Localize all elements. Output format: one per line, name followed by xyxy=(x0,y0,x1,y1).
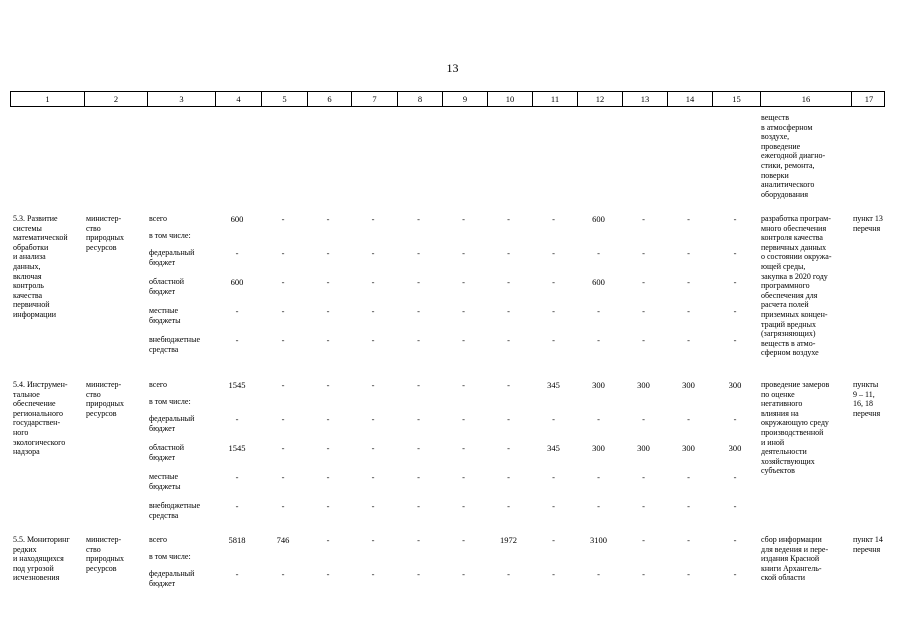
section-1-row-6-col-10: - xyxy=(507,335,510,345)
section-1-row-6-col-15: - xyxy=(733,335,737,345)
section-1-row-6-col-4: - xyxy=(235,335,239,345)
section-2-row-4-col-7: - xyxy=(371,443,375,453)
section-1-row-3-col-12: - xyxy=(597,248,600,258)
section-3-reference: пункт 14 перечня xyxy=(853,535,883,554)
section-2-row-3-col-6: - xyxy=(326,414,330,424)
section-1-row-6-col-5: - xyxy=(281,335,285,345)
section-2-row-4-col-12: 300 xyxy=(592,443,605,453)
section-1-row-4-col-6: - xyxy=(326,277,330,287)
section-3-row-1-col-9: - xyxy=(462,535,465,545)
section-1-row-6-col-7: - xyxy=(371,335,375,345)
section-1-reference: пункт 13 перечня xyxy=(853,214,883,233)
section-2-row-3-col-5: - xyxy=(281,414,285,424)
section-2-row-4-col-5: - xyxy=(281,443,285,453)
section-1-row-1-col-9: - xyxy=(462,214,465,224)
section-2-row-6-col-13: - xyxy=(642,501,645,511)
section-2-row-4-col-11: 345 xyxy=(547,443,560,453)
section-3-row-1-col-6: - xyxy=(326,535,330,545)
section-1-row-4-col-15: - xyxy=(733,277,737,287)
section-2-row-3-col-14: - xyxy=(687,414,690,424)
section-3-row-3-col-13: - xyxy=(642,569,645,579)
section-3-row-1-col-15: - xyxy=(733,535,737,545)
section-1-row-1-col-8: - xyxy=(417,214,420,224)
section-2-row-1-col-11: 345 xyxy=(547,380,560,390)
section-1-row-1-col-5: - xyxy=(281,214,285,224)
section-2-row-5-col-15: - xyxy=(733,472,737,482)
section-1-row-1-col-4: 600 xyxy=(230,214,244,224)
section-1-executor: министер- ство природных ресурсов xyxy=(86,214,125,252)
section-1-row-4-col-13: - xyxy=(642,277,645,287)
section-1-row-2-label: в том числе: xyxy=(149,231,191,240)
section-1-row-3-col-4: - xyxy=(235,248,239,258)
column-header-1: 1 xyxy=(45,94,50,104)
column-header-7: 7 xyxy=(351,92,397,106)
section-2-row-6-col-6: - xyxy=(326,501,330,511)
section-2-row-4-col-6: - xyxy=(326,443,330,453)
section-1-row-3-col-15: - xyxy=(733,248,737,258)
section-2-row-6-col-11: - xyxy=(552,501,555,511)
section-2-row-3-col-11: - xyxy=(552,414,555,424)
section-2-row-5-col-11: - xyxy=(552,472,555,482)
section-3-row-1-col-11: - xyxy=(552,535,555,545)
section-2-row-3-label: федеральный бюджет xyxy=(149,414,195,433)
section-1-row-6-col-8: - xyxy=(417,335,420,345)
section-2-row-1-col-15: 300 xyxy=(728,380,742,390)
section-2-row-6-col-7: - xyxy=(371,501,375,511)
section-2-row-3-col-10: - xyxy=(507,414,510,424)
section-3-result: сбор информации для ведения и пере- издания Красной книги Архангель- ской области xyxy=(761,535,829,583)
section-3-row-1-col-4: 5818 xyxy=(228,535,246,545)
section-1-row-4-label: областной бюджет xyxy=(149,277,185,296)
section-1-row-1-col-7: - xyxy=(371,214,375,224)
section-3-row-1-col-7: - xyxy=(371,535,375,545)
section-2-row-5-col-4: - xyxy=(235,472,239,482)
section-1-row-5-col-5: - xyxy=(281,306,285,316)
section-2-row-6-col-12: - xyxy=(597,501,600,511)
section-1-row-6-col-12: - xyxy=(597,335,600,345)
section-1-row-3-col-9: - xyxy=(462,248,465,258)
section-2-executor: министер- ство природных ресурсов xyxy=(86,380,125,418)
section-2-row-1-col-7: - xyxy=(371,380,375,390)
section-1-row-6-col-13: - xyxy=(642,335,645,345)
column-header-14: 14 xyxy=(667,92,712,106)
section-3-row-3-col-5: - xyxy=(281,569,285,579)
section-2-row-4-col-13: 300 xyxy=(637,443,650,453)
section-3-executor: министер- ство природных ресурсов xyxy=(86,535,125,573)
section-2-row-4-col-9: - xyxy=(462,443,465,453)
section-3-row-1-label: всего xyxy=(149,535,168,544)
column-header-5: 5 xyxy=(261,92,307,106)
page-number: 13 xyxy=(446,61,459,75)
column-header-8: 8 xyxy=(397,92,442,106)
column-header-12: 12 xyxy=(577,92,622,106)
section-2-row-5-col-8: - xyxy=(417,472,420,482)
section-1-row-5-col-11: - xyxy=(552,306,555,316)
section-1-row-3-col-5: - xyxy=(281,248,285,258)
section-2-row-1-col-14: 300 xyxy=(682,380,695,390)
column-header-10: 10 xyxy=(487,92,532,106)
column-header-3: 3 xyxy=(147,92,215,106)
column-header-row xyxy=(10,91,885,107)
section-3-row-1-col-10: 1972 xyxy=(500,535,517,545)
column-header-9: 9 xyxy=(442,92,487,106)
section-2-row-5-col-10: - xyxy=(507,472,510,482)
section-1-row-5-col-7: - xyxy=(371,306,375,316)
section-1-row-4-col-10: - xyxy=(507,277,510,287)
section-1-row-4-col-5: - xyxy=(281,277,285,287)
section-1-row-1-col-15: - xyxy=(733,214,737,224)
section-2-row-3-col-12: - xyxy=(597,414,600,424)
section-1-row-3-col-13: - xyxy=(642,248,645,258)
section-1-row-3-col-11: - xyxy=(552,248,555,258)
section-1-row-5-col-15: - xyxy=(733,306,737,316)
section-2-row-3-col-15: - xyxy=(733,414,737,424)
section-3-row-3-col-4: - xyxy=(235,569,239,579)
section-1-row-6-col-11: - xyxy=(552,335,555,345)
column-header-4: 4 xyxy=(215,92,261,106)
section-2-row-1-col-4: 1545 xyxy=(228,380,246,390)
section-3-row-1-col-14: - xyxy=(687,535,690,545)
section-2-row-6-col-9: - xyxy=(462,501,465,511)
section-1-row-5-col-12: - xyxy=(597,306,600,316)
section-1-row-4-col-9: - xyxy=(462,277,465,287)
section-2-row-4-label: областной бюджет xyxy=(149,443,185,462)
section-1-row-3-col-6: - xyxy=(326,248,330,258)
section-3-title: 5.5. Мониторинг редких и находящихся под угрозой исчезновения xyxy=(13,535,70,583)
section-2-row-5-col-5: - xyxy=(281,472,285,482)
section-2-row-6-label: внебюджетные средства xyxy=(149,501,200,520)
section-2-row-1-col-12: 300 xyxy=(592,380,605,390)
section-2-row-1-col-5: - xyxy=(281,380,285,390)
section-1-row-3-col-8: - xyxy=(417,248,420,258)
section-1-row-4-col-8: - xyxy=(417,277,420,287)
section-1-row-6-col-9: - xyxy=(462,335,465,345)
section-2-row-5-col-9: - xyxy=(462,472,465,482)
section-3-row-2-label: в том числе: xyxy=(149,552,191,561)
section-2-row-1-col-8: - xyxy=(417,380,420,390)
section-3-row-3-col-9: - xyxy=(462,569,465,579)
column-header-2: 2 xyxy=(84,92,147,106)
section-2-row-5-col-14: - xyxy=(687,472,690,482)
section-1-row-1-col-6: - xyxy=(326,214,330,224)
section-2-row-1-col-9: - xyxy=(462,380,465,390)
section-2-row-3-col-4: - xyxy=(235,414,239,424)
section-2-reference: пункты 9 – 11, 16, 18 перечня xyxy=(853,380,881,418)
section-2-row-3-col-9: - xyxy=(462,414,465,424)
section-2-row-4-col-15: 300 xyxy=(728,443,742,453)
section-1-row-3-label: федеральный бюджет xyxy=(149,248,195,267)
section-2-row-1-label: всего xyxy=(149,380,168,389)
continuation-text: веществ в атмосферном воздухе, проведение ежегодной диагно- стики, ремонта, поверки аналитического оборудования xyxy=(761,113,826,199)
section-1-row-5-label: местные бюджеты xyxy=(149,306,181,325)
section-1-row-5-col-10: - xyxy=(507,306,510,316)
column-header-16: 16 xyxy=(760,92,851,106)
section-2-row-6-col-5: - xyxy=(281,501,285,511)
section-3-row-3-col-10: - xyxy=(507,569,510,579)
section-2-row-1-col-13: 300 xyxy=(637,380,650,390)
section-1-row-3-col-7: - xyxy=(371,248,375,258)
section-3-row-3-col-6: - xyxy=(326,569,330,579)
section-2-row-4-col-8: - xyxy=(417,443,420,453)
section-1-row-1-col-14: - xyxy=(687,214,690,224)
column-header-17: 17 xyxy=(851,92,886,106)
section-1-row-6-col-6: - xyxy=(326,335,330,345)
section-1-row-5-col-8: - xyxy=(417,306,420,316)
section-1-row-4-col-7: - xyxy=(371,277,375,287)
section-2-row-3-col-7: - xyxy=(371,414,375,424)
section-3-row-1-col-5: 746 xyxy=(276,535,290,545)
section-2-row-4-col-14: 300 xyxy=(682,443,695,453)
section-3-row-3-col-15: - xyxy=(733,569,737,579)
section-1-row-3-col-10: - xyxy=(507,248,510,258)
section-1-row-6-label: внебюджетные средства xyxy=(149,335,200,354)
section-1-row-1-label: всего xyxy=(149,214,168,223)
section-3-row-3-label: федеральный бюджет xyxy=(149,569,195,588)
section-1-row-5-col-4: - xyxy=(235,306,239,316)
section-2-row-5-col-13: - xyxy=(642,472,645,482)
section-2-row-1-col-10: - xyxy=(507,380,510,390)
section-3-row-3-col-7: - xyxy=(371,569,375,579)
section-2-row-4-col-10: - xyxy=(507,443,510,453)
section-1-result: разработка програм- много обеспечения контроля качества первичных данных о состоянии окружа- ющей среды, закупка в 2020 году программного обеспечения для расчета полей приземных концен- траций вредных (загрязняющих) веществ в атмо- сферном воздухе xyxy=(761,214,832,358)
column-header-11: 11 xyxy=(532,92,577,106)
section-1-row-1-col-11: - xyxy=(552,214,555,224)
section-2-title: 5.4. Инструмен- тальное обеспечение регионального государствен- ного экологического надзора xyxy=(13,380,68,457)
section-2-row-5-col-6: - xyxy=(326,472,330,482)
section-1-row-1-col-13: - xyxy=(642,214,645,224)
section-3-row-1-col-13: - xyxy=(642,535,645,545)
section-1-row-3-col-14: - xyxy=(687,248,690,258)
section-1-row-5-col-6: - xyxy=(326,306,330,316)
section-1-row-1-col-10: - xyxy=(507,214,510,224)
section-2-row-5-col-7: - xyxy=(371,472,375,482)
section-1-row-5-col-9: - xyxy=(462,306,465,316)
section-3-row-1-col-12: 3100 xyxy=(590,535,607,545)
section-2-row-6-col-10: - xyxy=(507,501,510,511)
column-header-6: 6 xyxy=(307,92,351,106)
section-3-row-3-col-11: - xyxy=(552,569,555,579)
section-1-row-4-col-12: 600 xyxy=(592,277,605,287)
section-1-row-5-col-13: - xyxy=(642,306,645,316)
section-2-row-6-col-14: - xyxy=(687,501,690,511)
section-1-row-6-col-14: - xyxy=(687,335,690,345)
section-2-row-5-col-12: - xyxy=(597,472,600,482)
section-2-row-6-col-15: - xyxy=(733,501,737,511)
section-1-row-4-col-14: - xyxy=(687,277,690,287)
section-2-result: проведение замеров по оценке негативного влияния на окружающую среду производственной и иной деятельности хозяйствующих субъектов xyxy=(761,380,830,476)
section-1-row-4-col-11: - xyxy=(552,277,555,287)
section-1-title: 5.3. Развитие системы математической обработки и анализа данных, включая контроль качества первичной информации xyxy=(13,214,68,319)
section-2-row-2-label: в том числе: xyxy=(149,397,191,406)
section-2-row-5-label: местные бюджеты xyxy=(149,472,181,491)
section-2-row-6-col-8: - xyxy=(417,501,420,511)
section-2-row-3-col-8: - xyxy=(417,414,420,424)
section-2-row-4-col-4: 1545 xyxy=(228,443,246,453)
section-2-row-3-col-13: - xyxy=(642,414,645,424)
section-1-row-4-col-4: 600 xyxy=(230,277,244,287)
section-3-row-3-col-12: - xyxy=(597,569,600,579)
section-1-row-1-col-12: 600 xyxy=(592,214,605,224)
section-2-row-1-col-6: - xyxy=(326,380,330,390)
column-header-15: 15 xyxy=(712,92,760,106)
section-1-row-5-col-14: - xyxy=(687,306,690,316)
section-3-row-3-col-14: - xyxy=(687,569,690,579)
section-2-row-6-col-4: - xyxy=(235,501,239,511)
column-header-13: 13 xyxy=(622,92,667,106)
section-3-row-1-col-8: - xyxy=(417,535,420,545)
section-3-row-3-col-8: - xyxy=(417,569,420,579)
